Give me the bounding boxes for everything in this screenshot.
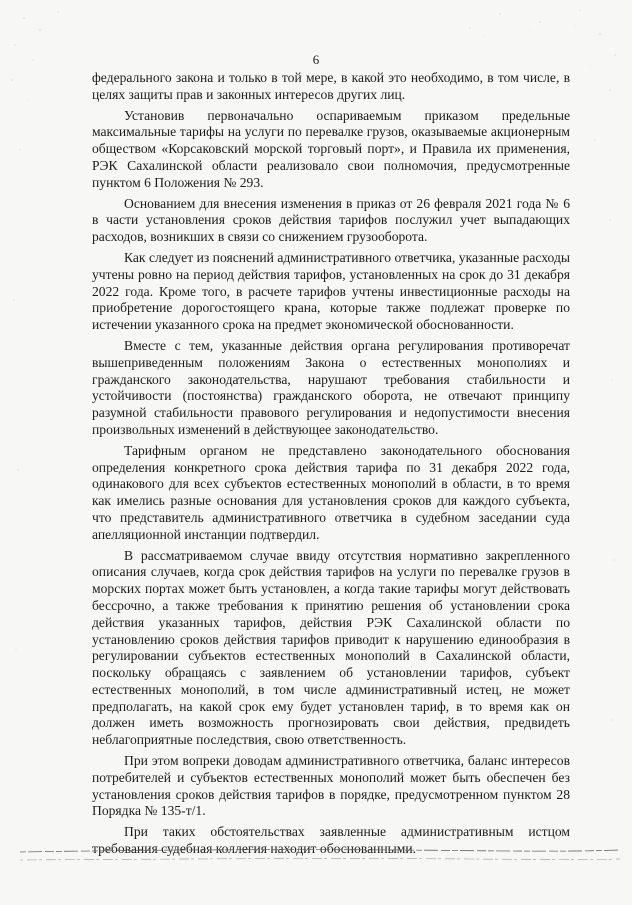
paragraph: Вместе с тем, указанные действия органа регулирования противоречат вышеприведенным положениям Закона о естественных монополиях и гражданского законодательства, нарушают требования стабильности и устойчивости (постоянства) гражданского оборота, не отвечают принципу разумной стабильности правового регулирования и недопустимости внесения произвольных изменений в действующее законодательство. [92,337,570,437]
paragraph: Как следует из пояснений административного ответчика, указанные расходы учтены ровно на период действия тарифов, установленных на срок до 31 декабря 2022 года. Кроме того, в расчете тарифов учтены инвестиционные расходы на приобретение дорогостоящего крана, которые также подлежат проверке по истечении указанного срока на предмет экономической обоснованности. [92,249,570,333]
document-body [92,70,570,862]
paragraph: Установив первоначально оспариваемым приказом предельные максимальные тарифы на услуги по перевалке грузов, оказываемые акционерным обществом «Корсаковский морской торговый порт», и Правила их применения, РЭК Сахалинской области реализовало свои полномочия, предусмотренные пунктом 6 Положения № 293. [92,107,570,190]
paragraph: Тарифным органом не представлено законодательного обоснования определения конкретного срока действия тарифа по 31 декабря 2022 года, одинакового для всех субъектов естественных монополий в области, в то время как имелись разные основания для установления сроков для каждого субъекта, что представитель административного ответчика в судебном заседании суда апелляционной инстанции подтвердил. [92,442,570,542]
paragraph-continuation: федерального закона и только в той мере, в какой это необходимо, в том числе, в целях защиты прав и законных интересов других лиц. [92,70,570,102]
paragraph: При таких обстоятельствах заявленные административным истцом требования судебная коллегия находит обоснованными. [92,824,570,857]
paragraph: При этом вопреки доводам административного ответчика, баланс интересов потребителей и субъектов естественных монополий может быть обеспечен без установления сроков действия тарифов в порядке, предусмотренном пунктом 28 Порядка № 135-т/1. [92,753,570,819]
page-number: 6 [312,52,320,67]
paragraph: В рассматриваемом случае ввиду отсутствия нормативно закрепленного описания случаев, когда срок действия тарифов на услуги по перевалке грузов в морских портах может быть установлен, а когда такие тарифы могут действовать бессрочно, а также требования к принятию решения об установлении срока действия указанных тарифов, действия РЭК Сахалинской области по установлению сроков действия тарифов приводит к нарушению единообразия в регулировании субъектов естественных монополий в Сахалинской области, поскольку обращаясь с заявлением об установлении тарифов, субъект естественных монополий, в том числе административный истец, не может предполагать, на какой срок ему будет установлен тариф, в то время как он должен иметь возможность прогнозировать свои действия, предвидеть неблагоприятные последствия, свою ответственность. [92,547,570,748]
paragraph: Основанием для внесения изменения в приказ от 26 февраля 2021 года № 6 в части установления сроков действия тарифов послужил учет выпадающих расходов, возникших в связи со снижением грузооборота. [92,195,570,245]
scan-edge-line [20,838,620,868]
